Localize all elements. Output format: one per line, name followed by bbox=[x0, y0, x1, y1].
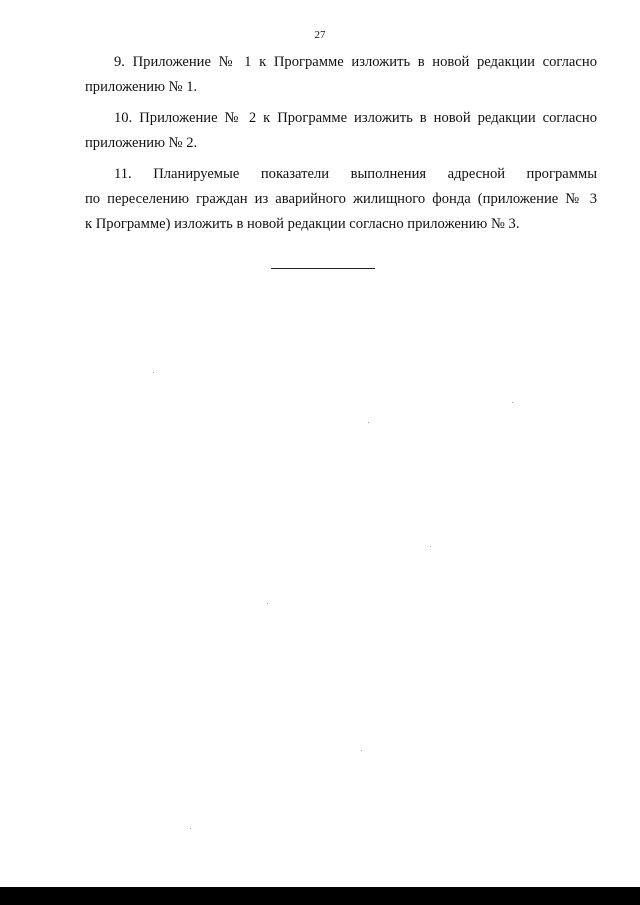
paragraph-line: 11. Планируемые показатели выполнения адресной программы bbox=[114, 166, 597, 182]
paragraph-line: 9. Приложение № 1 к Программе изложить в новой редакции согласно bbox=[114, 54, 597, 70]
page-number: 27 bbox=[314, 29, 326, 41]
paragraph-line: приложению № 2. bbox=[85, 135, 198, 151]
paragraph-item-11 bbox=[85, 162, 597, 237]
scan-speck bbox=[430, 546, 431, 547]
paragraph-line: приложению № 1. bbox=[85, 79, 198, 95]
paragraph-line: по переселению граждан из аварийного жилищного фонда (приложение № 3 bbox=[85, 191, 597, 207]
scan-speck bbox=[153, 372, 154, 373]
scan-speck bbox=[368, 422, 369, 423]
scan-speck bbox=[512, 402, 513, 403]
paragraph-item-9 bbox=[85, 50, 597, 100]
scan-speck bbox=[267, 603, 268, 604]
end-divider-line bbox=[271, 268, 375, 269]
scan-bottom-border bbox=[0, 887, 640, 905]
scan-speck bbox=[190, 828, 191, 829]
paragraph-line: к Программе) изложить в новой редакции согласно приложению № 3. bbox=[85, 216, 520, 232]
paragraph-line: 10. Приложение № 2 к Программе изложить в новой редакции согласно bbox=[114, 110, 597, 126]
scan-speck bbox=[361, 750, 362, 751]
document-body bbox=[85, 50, 597, 243]
paragraph-item-10 bbox=[85, 106, 597, 156]
